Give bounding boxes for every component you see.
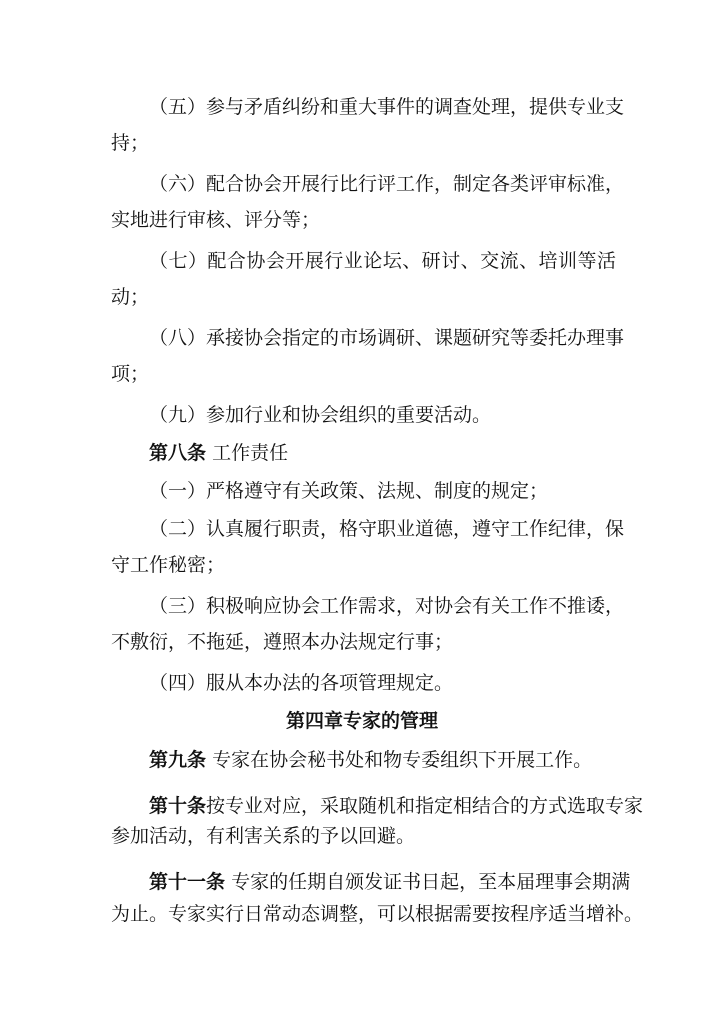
- item-8-line-1: （八）承接协会指定的市场调研、课题研究等委托办理事: [149, 327, 625, 349]
- item-7-line-1: （七）配合协会开展行业论坛、研讨、交流、培训等活: [149, 250, 616, 272]
- article-8-item-3-line-2: 不敷衍，不拖延，遵照本办法规定行事；: [111, 631, 454, 653]
- article-8-label: 第八条: [149, 442, 207, 464]
- article-10-label: 第十条: [149, 795, 207, 817]
- article-10-line-1: [149, 793, 644, 819]
- article-8-item-4: （四）服从本办法的各项管理规定。: [149, 672, 454, 694]
- article-11-line-1: [149, 869, 631, 895]
- article-8-item-2-line-2: 守工作秘密；: [111, 554, 226, 576]
- chapter-4-title: 第四章专家的管理: [285, 710, 438, 732]
- article-10-text-1: 按专业对应，采取随机和指定相结合的方式选取专家: [206, 795, 644, 817]
- item-5-line-1: （五）参与矛盾纠纷和重大事件的调查处理，提供专业支: [149, 96, 625, 118]
- item-7-line-2: 动；: [111, 286, 150, 308]
- article-8-item-2-line-1: （二）认真履行职责，格守职业道德，遵守工作纪律，保: [149, 518, 625, 540]
- article-11-label: 第十一条: [149, 871, 226, 893]
- article-8-item-1: （一）严格遵守有关政策、法规、制度的规定；: [149, 480, 549, 502]
- article-10-line-2: 参加活动，有利害关系的予以回避。: [111, 825, 416, 847]
- item-6-line-1: （六）配合协会开展行比行评工作，制定各类评审标准，: [149, 173, 625, 195]
- article-9-label: 第九条: [149, 749, 207, 771]
- article-8-title: 工作责任: [212, 442, 289, 464]
- article-11-line-2: 为止。专家实行日常动态调整，可以根据需要按程序适当增补。: [111, 903, 644, 925]
- article-8-item-3-line-1: （三）积极响应协会工作需求，对协会有关工作不推诿，: [149, 595, 625, 617]
- item-5-line-2: 持；: [111, 132, 150, 154]
- article-11-text-1: 专家的任期自颁发证书日起，至本届理事会期满: [231, 871, 631, 893]
- item-8-line-2: 项；: [111, 363, 150, 385]
- article-8-heading: [149, 440, 616, 466]
- article-9-text: 专家在协会秘书处和物专委组织下开展工作。: [212, 749, 593, 771]
- item-6-line-2: 实地进行审核、评分等；: [111, 209, 321, 231]
- article-9-line-1: [149, 747, 616, 773]
- item-9-line-1: （九）参加行业和协会组织的重要活动。: [149, 404, 492, 426]
